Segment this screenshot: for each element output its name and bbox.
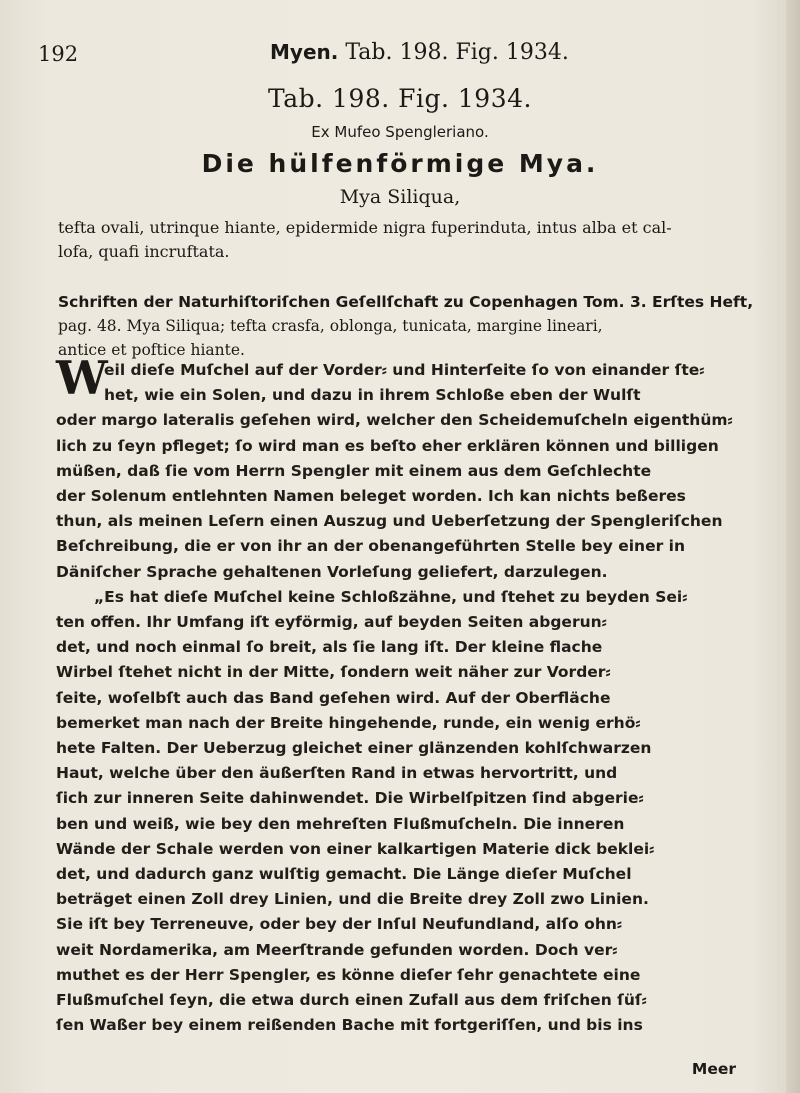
body-line: ben und weiß, wie bey den mehreſten Flußmuſcheln. Die inneren bbox=[56, 814, 625, 833]
body-line: ſich zur inneren Seite dahinwendet. Die Wirbelſpitzen ſind abgerie⸗ bbox=[56, 789, 644, 808]
body-line: Däniſcher Sprache gehaltenen Vorleſung geliefert, darzulegen. bbox=[56, 562, 608, 581]
body-line: oder margo lateralis geſehen wird, welcher den Scheidemuſcheln eigenthüm⸗ bbox=[56, 411, 733, 430]
catchword: Meer bbox=[691, 1060, 736, 1078]
body-line: ten offen. Ihr Umfang iſt eyförmig, auf beyden Seiten abgerun⸗ bbox=[56, 613, 607, 632]
body-line: Wände der Schale werden von einer kalkartigen Materie dick beklei⸗ bbox=[56, 839, 655, 858]
latin-description-line: tefta ovali, utrinque hiante, epidermide nigra fuperinduta, intus alba et cal- bbox=[58, 218, 672, 237]
literature-line: antice et poftice hiante. bbox=[58, 341, 245, 359]
drop-capital: W bbox=[56, 351, 108, 405]
body-line: eil dieſe Muſchel auf der Vorder⸗ und Hinterſeite ſo von einander ſte⸗ bbox=[104, 361, 705, 379]
body-line: het, wie ein Solen, und dazu in ihrem Schloße eben der Wulſt bbox=[104, 386, 641, 405]
body-line: det, und dadurch ganz wulſtig gemacht. Die Länge dieſer Muſchel bbox=[56, 865, 632, 884]
body-line: „Es hat dieſe Muſchel keine Schloßzähne, und ſtehet zu beyden Sei⸗ bbox=[94, 587, 688, 606]
body-line: ſen Waßer bey einem reißenden Bache mit fortgeriſſen, und bis ins bbox=[56, 1016, 643, 1035]
literature-reference bbox=[58, 290, 760, 362]
body-line: ſeite, woſelbſt auch das Band geſehen wird. Auf der Oberfläche bbox=[56, 688, 611, 707]
latin-description-line: lofa, quafi incruftata. bbox=[58, 242, 230, 261]
body-line: muthet es der Herr Spengler, es könne dieſer ſehr genachtete eine bbox=[56, 965, 641, 984]
body-line: müßen, daß ſie vom Herrn Spengler mit einem aus dem Geſchlechte bbox=[56, 461, 652, 480]
body-line: Haut, welche über den äußerſten Rand in etwas hervortritt, und bbox=[56, 764, 618, 783]
literature-line: Schriften der Naturhiſtoriſchen Geſellſchaft zu Copenhagen Tom. 3. Erſtes Heft, bbox=[58, 293, 754, 311]
page-number: 192 bbox=[38, 42, 79, 66]
body-line: beträget einen Zoll drey Linien, und die Breite drey Zoll zwo Linien. bbox=[56, 890, 649, 909]
plate-reference: Tab. 198. Fig. 1934. bbox=[268, 84, 532, 113]
museum-source: Ex Mufeo Spengleriano. bbox=[311, 123, 489, 141]
german-species-name: Die hülfenförmige Mya. bbox=[201, 149, 599, 178]
body-line: Wirbel ſtehet nicht in der Mitte, ſondern weit näher zur Vorder⸗ bbox=[56, 663, 611, 682]
running-title-genus: Myen. bbox=[270, 40, 339, 64]
body-line: lich zu ſeyn pfleget; ſo wird man es beſto eher erklären können und billigen bbox=[56, 436, 719, 455]
body-line: Flußmuſchel ſeyn, die etwa durch einen Zufall aus dem friſchen ſüſ⸗ bbox=[56, 991, 647, 1010]
body-line: Sie iſt bey Terreneuve, oder bey der Inſul Neufundland, alſo ohn⸗ bbox=[56, 915, 623, 934]
running-head bbox=[38, 40, 740, 74]
latin-species-name: Mya Siliqua, bbox=[339, 186, 461, 208]
body-line: thun, als meinen Leſern einen Auszug und Ueberſetzung der Spengleriſchen bbox=[56, 512, 723, 531]
body-line: der Solenum entlehnten Namen beleget worden. Ich kan nichts beßeres bbox=[56, 487, 686, 506]
body-line: det, und noch einmal ſo breit, als ſie lang iſt. Der kleine flache bbox=[56, 638, 603, 657]
running-title bbox=[270, 40, 569, 65]
body-line: bemerket man nach der Breite hingehende, runde, ein wenig erhö⸗ bbox=[56, 713, 641, 732]
body-line: hete Falten. Der Ueberzug gleichet einer glänzenden kohlſchwarzen bbox=[56, 739, 652, 758]
body-text bbox=[56, 358, 764, 1038]
body-line: weit Nordamerika, am Meerſtrande gefunden worden. Doch ver⸗ bbox=[56, 940, 618, 959]
body-line: Beſchreibung, die er von ihr an der obenangeführten Stelle bey einer in bbox=[56, 537, 685, 556]
literature-line: pag. 48. Mya Siliqua; tefta crasfa, oblonga, tunicata, margine lineari, bbox=[58, 317, 603, 335]
running-title-plate: Tab. 198. Fig. 1934. bbox=[345, 40, 569, 65]
latin-description bbox=[58, 216, 758, 264]
